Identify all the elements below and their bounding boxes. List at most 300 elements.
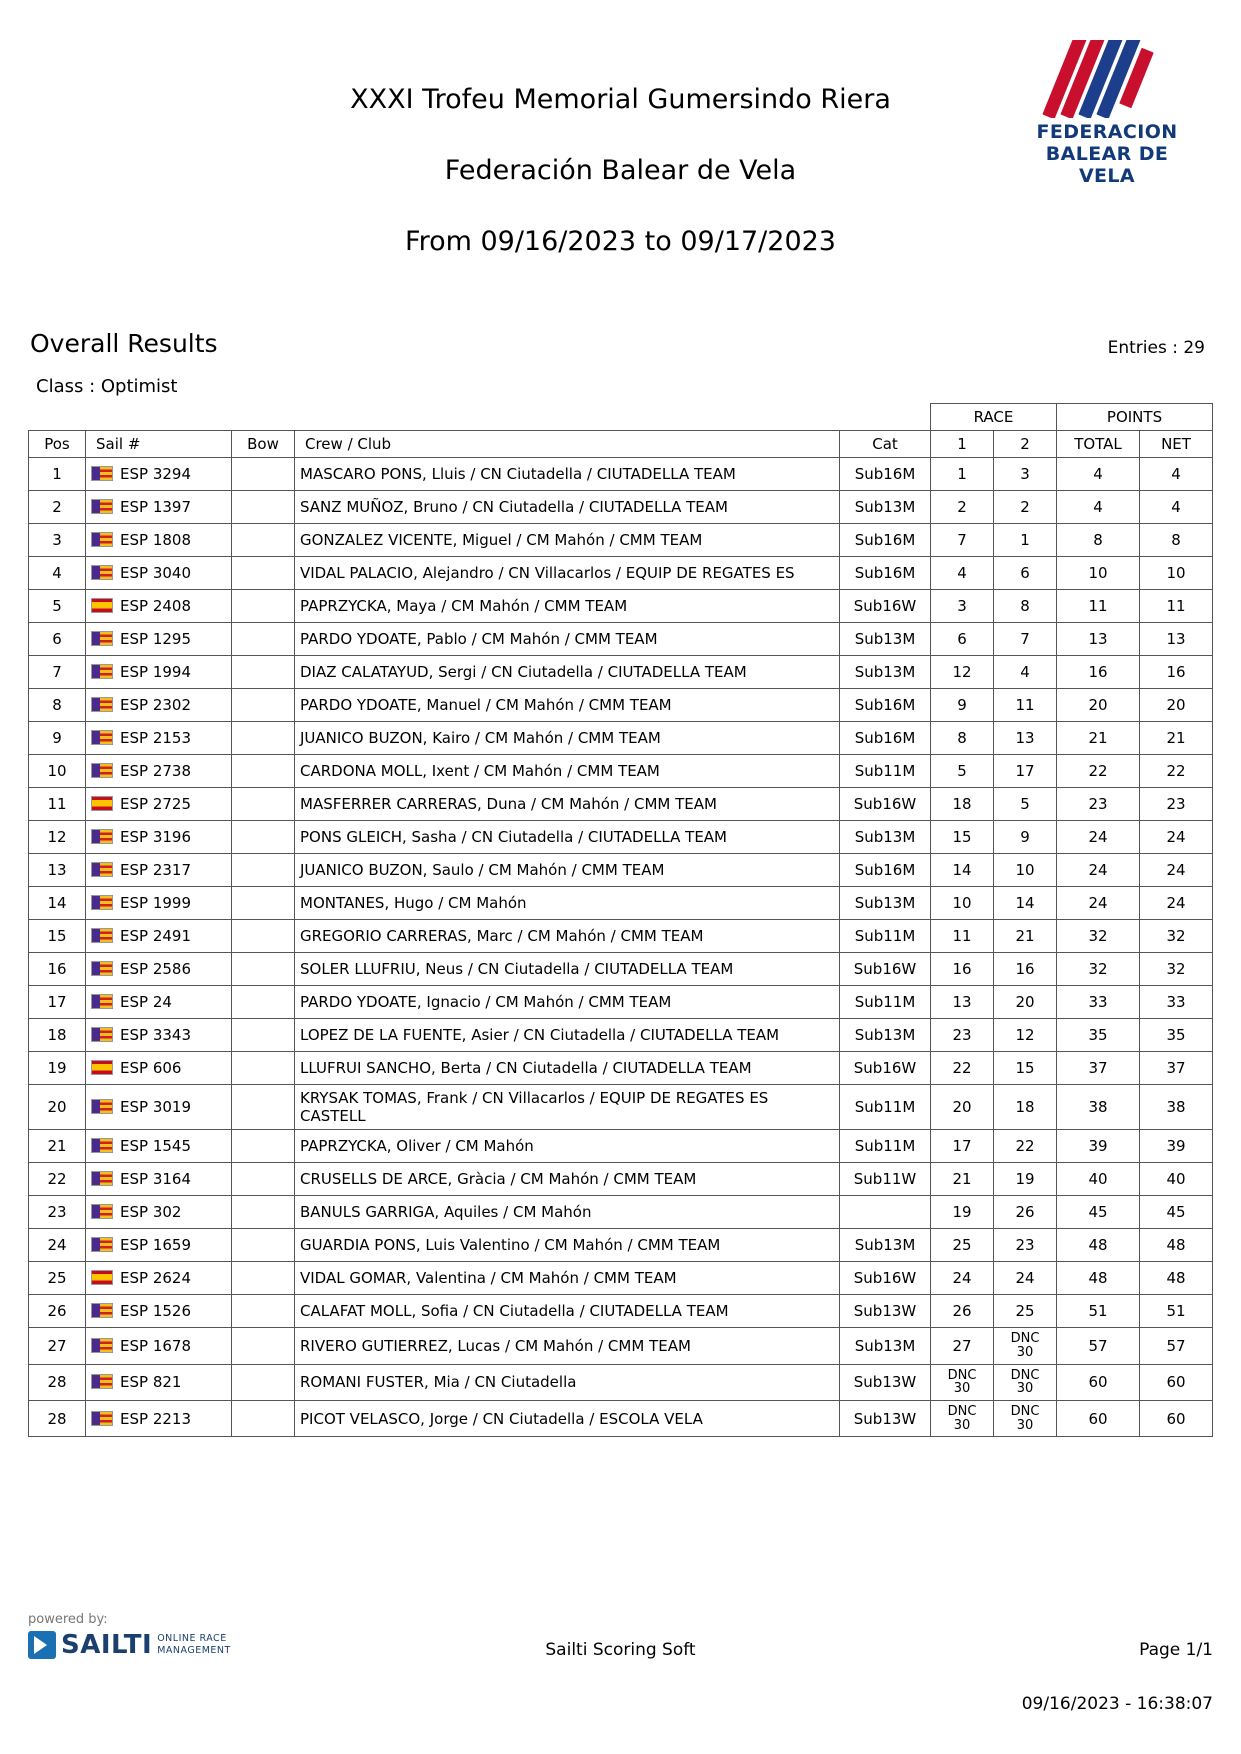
balearic-flag-icon: [91, 1374, 113, 1389]
powered-by-label: powered by:: [28, 1612, 108, 1627]
cell-total: 11: [1057, 590, 1140, 623]
cell-total: 37: [1057, 1052, 1140, 1085]
cell-sail: [86, 953, 232, 986]
cell-pos: 6: [29, 623, 86, 656]
cell-bow: [232, 722, 295, 755]
cell-sail: [86, 689, 232, 722]
cell-net: 21: [1140, 722, 1213, 755]
cell-cat: Sub16M: [840, 458, 931, 491]
cell-race-2: 25: [994, 1295, 1057, 1328]
cell-sail: [86, 1400, 232, 1436]
cell-bow: [232, 1229, 295, 1262]
cell-race-2: 7: [994, 623, 1057, 656]
sailti-logo: [28, 1630, 328, 1660]
cell-cat: Sub13M: [840, 1328, 931, 1364]
cell-pos: 14: [29, 887, 86, 920]
cell-pos: 25: [29, 1262, 86, 1295]
cell-net: 48: [1140, 1262, 1213, 1295]
cell-race-2: 20: [994, 986, 1057, 1019]
table-row: [29, 1364, 1213, 1400]
cell-crew: JUANICO BUZON, Kairo / CM Mahón / CMM TEAM: [295, 722, 840, 755]
table-row: [29, 1328, 1213, 1364]
cell-race-1: 15: [931, 821, 994, 854]
cell-race-2: DNC 30: [994, 1400, 1057, 1436]
cell-race-1: 18: [931, 788, 994, 821]
balearic-flag-icon: [91, 466, 113, 481]
cell-net: 60: [1140, 1364, 1213, 1400]
balearic-flag-icon: [91, 1171, 113, 1186]
cell-cat: Sub13M: [840, 1019, 931, 1052]
cell-sail: [86, 1364, 232, 1400]
cell-bow: [232, 1262, 295, 1295]
cell-race-2: 18: [994, 1085, 1057, 1130]
cell-race-1: 2: [931, 491, 994, 524]
cell-race-1: 24: [931, 1262, 994, 1295]
cell-sail: [86, 590, 232, 623]
sail-number: ESP 1526: [120, 1302, 191, 1321]
sail-number: ESP 821: [120, 1373, 182, 1392]
cell-race-1: 13: [931, 986, 994, 1019]
table-row: [29, 1400, 1213, 1436]
sail-number: ESP 2153: [120, 729, 191, 748]
table-row: [29, 1019, 1213, 1052]
cell-pos: 27: [29, 1328, 86, 1364]
sail-number: ESP 2725: [120, 795, 191, 814]
cell-race-2: 5: [994, 788, 1057, 821]
balearic-flag-icon: [91, 1204, 113, 1219]
col-pos: Pos: [29, 431, 86, 458]
cell-race-2: 12: [994, 1019, 1057, 1052]
cell-pos: 13: [29, 854, 86, 887]
cell-race-1: 7: [931, 524, 994, 557]
cell-crew: MASCARO PONS, Lluis / CN Ciutadella / CIUTADELLA TEAM: [295, 458, 840, 491]
cell-pos: 5: [29, 590, 86, 623]
cell-total: 45: [1057, 1196, 1140, 1229]
cell-net: 37: [1140, 1052, 1213, 1085]
cell-bow: [232, 524, 295, 557]
table-row: [29, 1262, 1213, 1295]
sailti-sub-line-1: ONLINE RACE: [157, 1633, 227, 1645]
cell-pos: 11: [29, 788, 86, 821]
cell-total: 40: [1057, 1163, 1140, 1196]
sail-number: ESP 1397: [120, 498, 191, 517]
cell-sail: [86, 986, 232, 1019]
cell-net: 57: [1140, 1328, 1213, 1364]
cell-cat: Sub16M: [840, 722, 931, 755]
cell-bow: [232, 986, 295, 1019]
cell-crew: CALAFAT MOLL, Sofia / CN Ciutadella / CIUTADELLA TEAM: [295, 1295, 840, 1328]
table-row: [29, 1196, 1213, 1229]
table-row: [29, 1229, 1213, 1262]
cell-bow: [232, 1019, 295, 1052]
cell-cat: Sub13M: [840, 1229, 931, 1262]
cell-race-1: 22: [931, 1052, 994, 1085]
balearic-flag-icon: [91, 1237, 113, 1252]
cell-race-2: 21: [994, 920, 1057, 953]
cell-cat: Sub11M: [840, 1130, 931, 1163]
table-row: [29, 524, 1213, 557]
cell-bow: [232, 953, 295, 986]
col-race-2: 2: [994, 431, 1057, 458]
cell-bow: [232, 887, 295, 920]
cell-pos: 3: [29, 524, 86, 557]
sailti-brand-name: SAILTI: [61, 1630, 153, 1660]
cell-cat: Sub11M: [840, 986, 931, 1019]
cell-race-1: 23: [931, 1019, 994, 1052]
cell-bow: [232, 854, 295, 887]
cell-net: 22: [1140, 755, 1213, 788]
cell-bow: [232, 1295, 295, 1328]
cell-bow: [232, 1163, 295, 1196]
cell-sail: [86, 1130, 232, 1163]
group-header-spacer: [29, 404, 931, 431]
sailti-mark-icon: [28, 1631, 56, 1659]
cell-crew: ROMANI FUSTER, Mia / CN Ciutadella: [295, 1364, 840, 1400]
cell-bow: [232, 590, 295, 623]
cell-total: 60: [1057, 1364, 1140, 1400]
cell-bow: [232, 1052, 295, 1085]
sail-number: ESP 2317: [120, 861, 191, 880]
cell-net: 24: [1140, 854, 1213, 887]
table-row: [29, 755, 1213, 788]
sailti-sub-line-2: MANAGEMENT: [157, 1645, 231, 1656]
balearic-flag-icon: [91, 1099, 113, 1114]
spain-flag-icon: [91, 1060, 113, 1075]
cell-crew: BANULS GARRIGA, Aquiles / CM Mahón: [295, 1196, 840, 1229]
cell-cat: Sub11M: [840, 755, 931, 788]
sail-number: ESP 1545: [120, 1137, 191, 1156]
sail-number: ESP 1808: [120, 531, 191, 550]
cell-race-1: 26: [931, 1295, 994, 1328]
cell-cat: Sub13W: [840, 1364, 931, 1400]
cell-cat: Sub13M: [840, 821, 931, 854]
cell-cat: Sub16M: [840, 524, 931, 557]
cell-race-2: 6: [994, 557, 1057, 590]
cell-cat: Sub13W: [840, 1295, 931, 1328]
sail-number: ESP 3040: [120, 564, 191, 583]
spain-flag-icon: [91, 796, 113, 811]
cell-race-2: 4: [994, 656, 1057, 689]
cell-crew: KRYSAK TOMAS, Frank / CN Villacarlos / EQUIP DE REGATES ES CASTELL: [295, 1085, 840, 1130]
cell-race-2: 10: [994, 854, 1057, 887]
cell-bow: [232, 1364, 295, 1400]
cell-total: 8: [1057, 524, 1140, 557]
table-row: [29, 722, 1213, 755]
cell-race-1: 5: [931, 755, 994, 788]
balearic-flag-icon: [91, 895, 113, 910]
cell-pos: 21: [29, 1130, 86, 1163]
cell-total: 20: [1057, 689, 1140, 722]
cell-bow: [232, 557, 295, 590]
sail-number: ESP 1999: [120, 894, 191, 913]
cell-race-2: 9: [994, 821, 1057, 854]
cell-total: 24: [1057, 821, 1140, 854]
cell-sail: [86, 1328, 232, 1364]
cell-crew: GONZALEZ VICENTE, Miguel / CM Mahón / CMM TEAM: [295, 524, 840, 557]
table-row: [29, 1130, 1213, 1163]
cell-crew: MONTANES, Hugo / CM Mahón: [295, 887, 840, 920]
cell-crew: GUARDIA PONS, Luis Valentino / CM Mahón / CMM TEAM: [295, 1229, 840, 1262]
table-row: [29, 1295, 1213, 1328]
cell-sail: [86, 1229, 232, 1262]
generated-timestamp: 09/16/2023 - 16:38:07: [1021, 1694, 1213, 1714]
federation-logo: [1017, 40, 1197, 188]
sail-number: ESP 2213: [120, 1409, 191, 1428]
cell-pos: 2: [29, 491, 86, 524]
page-number: Page 1/1: [1139, 1640, 1213, 1660]
cell-bow: [232, 458, 295, 491]
cell-race-1: 3: [931, 590, 994, 623]
cell-net: 45: [1140, 1196, 1213, 1229]
cell-race-2: 23: [994, 1229, 1057, 1262]
cell-crew: CRUSELLS DE ARCE, Gràcia / CM Mahón / CMM TEAM: [295, 1163, 840, 1196]
cell-total: 16: [1057, 656, 1140, 689]
cell-total: 60: [1057, 1400, 1140, 1436]
sail-number: ESP 2586: [120, 960, 191, 979]
cell-total: 10: [1057, 557, 1140, 590]
cell-race-2: 16: [994, 953, 1057, 986]
cell-bow: [232, 1130, 295, 1163]
cell-net: 40: [1140, 1163, 1213, 1196]
cell-race-2: 13: [994, 722, 1057, 755]
cell-race-1: 21: [931, 1163, 994, 1196]
cell-net: 4: [1140, 491, 1213, 524]
cell-sail: [86, 656, 232, 689]
cell-crew: DIAZ CALATAYUD, Sergi / CN Ciutadella / CIUTADELLA TEAM: [295, 656, 840, 689]
cell-total: 21: [1057, 722, 1140, 755]
table-row: [29, 788, 1213, 821]
cell-net: 11: [1140, 590, 1213, 623]
cell-crew: MASFERRER CARRERAS, Duna / CM Mahón / CMM TEAM: [295, 788, 840, 821]
balearic-flag-icon: [91, 994, 113, 1009]
results-table: [28, 403, 1213, 1437]
table-row: [29, 1052, 1213, 1085]
cell-total: 4: [1057, 491, 1140, 524]
cell-sail: [86, 821, 232, 854]
table-row: [29, 1085, 1213, 1130]
sail-number: ESP 24: [120, 993, 172, 1012]
sailti-brand-subtitle: [157, 1633, 231, 1657]
document-header: [28, 38, 1213, 295]
cell-race-1: 20: [931, 1085, 994, 1130]
cell-net: 32: [1140, 953, 1213, 986]
cell-cat: Sub16M: [840, 557, 931, 590]
table-row: [29, 854, 1213, 887]
cell-total: 51: [1057, 1295, 1140, 1328]
col-cat: Cat: [840, 431, 931, 458]
cell-cat: Sub16W: [840, 590, 931, 623]
cell-total: 22: [1057, 755, 1140, 788]
cell-race-2: 14: [994, 887, 1057, 920]
cell-cat: [840, 1196, 931, 1229]
sail-number: ESP 3164: [120, 1170, 191, 1189]
cell-race-1: 19: [931, 1196, 994, 1229]
cell-pos: 9: [29, 722, 86, 755]
table-row: [29, 1163, 1213, 1196]
balearic-flag-icon: [91, 1338, 113, 1353]
cell-crew: PARDO YDOATE, Manuel / CM Mahón / CMM TEAM: [295, 689, 840, 722]
cell-bow: [232, 1085, 295, 1130]
balearic-flag-icon: [91, 1027, 113, 1042]
cell-race-1: 11: [931, 920, 994, 953]
cell-net: 16: [1140, 656, 1213, 689]
cell-total: 35: [1057, 1019, 1140, 1052]
cell-crew: CARDONA MOLL, Ixent / CM Mahón / CMM TEAM: [295, 755, 840, 788]
col-crew: Crew / Club: [295, 431, 840, 458]
cell-net: 60: [1140, 1400, 1213, 1436]
cell-sail: [86, 920, 232, 953]
cell-crew: PICOT VELASCO, Jorge / CN Ciutadella / ESCOLA VELA: [295, 1400, 840, 1436]
cell-crew: PARDO YDOATE, Ignacio / CM Mahón / CMM TEAM: [295, 986, 840, 1019]
cell-total: 24: [1057, 854, 1140, 887]
sail-number: ESP 302: [120, 1203, 182, 1222]
report-subheader: [28, 329, 1213, 358]
cell-net: 8: [1140, 524, 1213, 557]
cell-cat: Sub13M: [840, 656, 931, 689]
cell-net: 39: [1140, 1130, 1213, 1163]
cell-race-1: 25: [931, 1229, 994, 1262]
cell-race-2: DNC 30: [994, 1364, 1057, 1400]
table-row: [29, 491, 1213, 524]
cell-total: 38: [1057, 1085, 1140, 1130]
cell-sail: [86, 524, 232, 557]
spain-flag-icon: [91, 1270, 113, 1285]
table-row: [29, 986, 1213, 1019]
cell-cat: Sub13W: [840, 1400, 931, 1436]
cell-pos: 18: [29, 1019, 86, 1052]
cell-sail: [86, 1085, 232, 1130]
title-line-2: Federación Balear de Vela: [444, 154, 797, 186]
balearic-flag-icon: [91, 829, 113, 844]
balearic-flag-icon: [91, 664, 113, 679]
cell-crew: JUANICO BUZON, Saulo / CM Mahón / CMM TEAM: [295, 854, 840, 887]
cell-bow: [232, 821, 295, 854]
balearic-flag-icon: [91, 730, 113, 745]
cell-race-2: 3: [994, 458, 1057, 491]
cell-sail: [86, 1019, 232, 1052]
cell-pos: 15: [29, 920, 86, 953]
cell-sail: [86, 854, 232, 887]
powered-by-block: [28, 1612, 328, 1660]
cell-net: 33: [1140, 986, 1213, 1019]
cell-net: 4: [1140, 458, 1213, 491]
cell-crew: VIDAL GOMAR, Valentina / CM Mahón / CMM TEAM: [295, 1262, 840, 1295]
cell-net: 24: [1140, 821, 1213, 854]
cell-crew: PARDO YDOATE, Pablo / CM Mahón / CMM TEAM: [295, 623, 840, 656]
cell-race-2: 19: [994, 1163, 1057, 1196]
cell-bow: [232, 755, 295, 788]
table-row: [29, 557, 1213, 590]
cell-pos: 4: [29, 557, 86, 590]
cell-cat: Sub16M: [840, 854, 931, 887]
cell-cat: Sub16W: [840, 953, 931, 986]
logo-line-1: FEDERACION: [1036, 121, 1178, 143]
cell-race-1: 12: [931, 656, 994, 689]
cell-race-1: 27: [931, 1328, 994, 1364]
cell-bow: [232, 1400, 295, 1436]
cell-race-2: 24: [994, 1262, 1057, 1295]
cell-race-1: 1: [931, 458, 994, 491]
entries-count: Entries : 29: [1107, 338, 1205, 359]
cell-bow: [232, 491, 295, 524]
cell-sail: [86, 458, 232, 491]
cell-race-2: 11: [994, 689, 1057, 722]
cell-total: 24: [1057, 887, 1140, 920]
cell-bow: [232, 656, 295, 689]
cell-race-1: DNC 30: [931, 1400, 994, 1436]
table-row: [29, 656, 1213, 689]
cell-cat: Sub13M: [840, 491, 931, 524]
sail-number: ESP 606: [120, 1059, 182, 1078]
sail-number: ESP 1295: [120, 630, 191, 649]
cell-bow: [232, 689, 295, 722]
cell-sail: [86, 722, 232, 755]
cell-pos: 1: [29, 458, 86, 491]
cell-race-2: 1: [994, 524, 1057, 557]
cell-pos: 17: [29, 986, 86, 1019]
cell-race-1: DNC 30: [931, 1364, 994, 1400]
section-title: Overall Results: [30, 329, 218, 359]
cell-cat: Sub16W: [840, 1262, 931, 1295]
cell-race-1: 14: [931, 854, 994, 887]
cell-total: 4: [1057, 458, 1140, 491]
cell-net: 51: [1140, 1295, 1213, 1328]
col-bow: Bow: [232, 431, 295, 458]
cell-total: 57: [1057, 1328, 1140, 1364]
cell-net: 32: [1140, 920, 1213, 953]
cell-net: 38: [1140, 1085, 1213, 1130]
cell-net: 10: [1140, 557, 1213, 590]
table-row: [29, 887, 1213, 920]
cell-pos: 16: [29, 953, 86, 986]
cell-cat: Sub11M: [840, 1085, 931, 1130]
cell-sail: [86, 491, 232, 524]
cell-pos: 20: [29, 1085, 86, 1130]
cell-sail: [86, 887, 232, 920]
table-group-header-row: [29, 404, 1213, 431]
footer-center-text: Sailti Scoring Soft: [545, 1640, 696, 1660]
balearic-flag-icon: [91, 499, 113, 514]
cell-crew: PONS GLEICH, Sasha / CN Ciutadella / CIUTADELLA TEAM: [295, 821, 840, 854]
cell-pos: 22: [29, 1163, 86, 1196]
col-race-1: 1: [931, 431, 994, 458]
cell-pos: 12: [29, 821, 86, 854]
cell-sail: [86, 623, 232, 656]
cell-race-2: DNC 30: [994, 1328, 1057, 1364]
sail-number: ESP 3294: [120, 465, 191, 484]
cell-pos: 28: [29, 1400, 86, 1436]
cell-crew: GREGORIO CARRERAS, Marc / CM Mahón / CMM TEAM: [295, 920, 840, 953]
spain-flag-icon: [91, 598, 113, 613]
sail-number: ESP 2624: [120, 1269, 191, 1288]
table-column-header-row: [29, 431, 1213, 458]
col-net: NET: [1140, 431, 1213, 458]
cell-crew: PAPRZYCKA, Oliver / CM Mahón: [295, 1130, 840, 1163]
cell-pos: 10: [29, 755, 86, 788]
class-label: Class : Optimist: [36, 376, 178, 398]
results-table-body: [29, 458, 1213, 1437]
table-row: [29, 590, 1213, 623]
sail-number: ESP 2408: [120, 597, 191, 616]
cell-net: 35: [1140, 1019, 1213, 1052]
balearic-flag-icon: [91, 631, 113, 646]
cell-crew: LOPEZ DE LA FUENTE, Asier / CN Ciutadella / CIUTADELLA TEAM: [295, 1019, 840, 1052]
cell-total: 48: [1057, 1262, 1140, 1295]
cell-race-1: 10: [931, 887, 994, 920]
sail-number: ESP 1678: [120, 1337, 191, 1356]
col-sail: Sail #: [86, 431, 232, 458]
cell-cat: Sub16W: [840, 1052, 931, 1085]
